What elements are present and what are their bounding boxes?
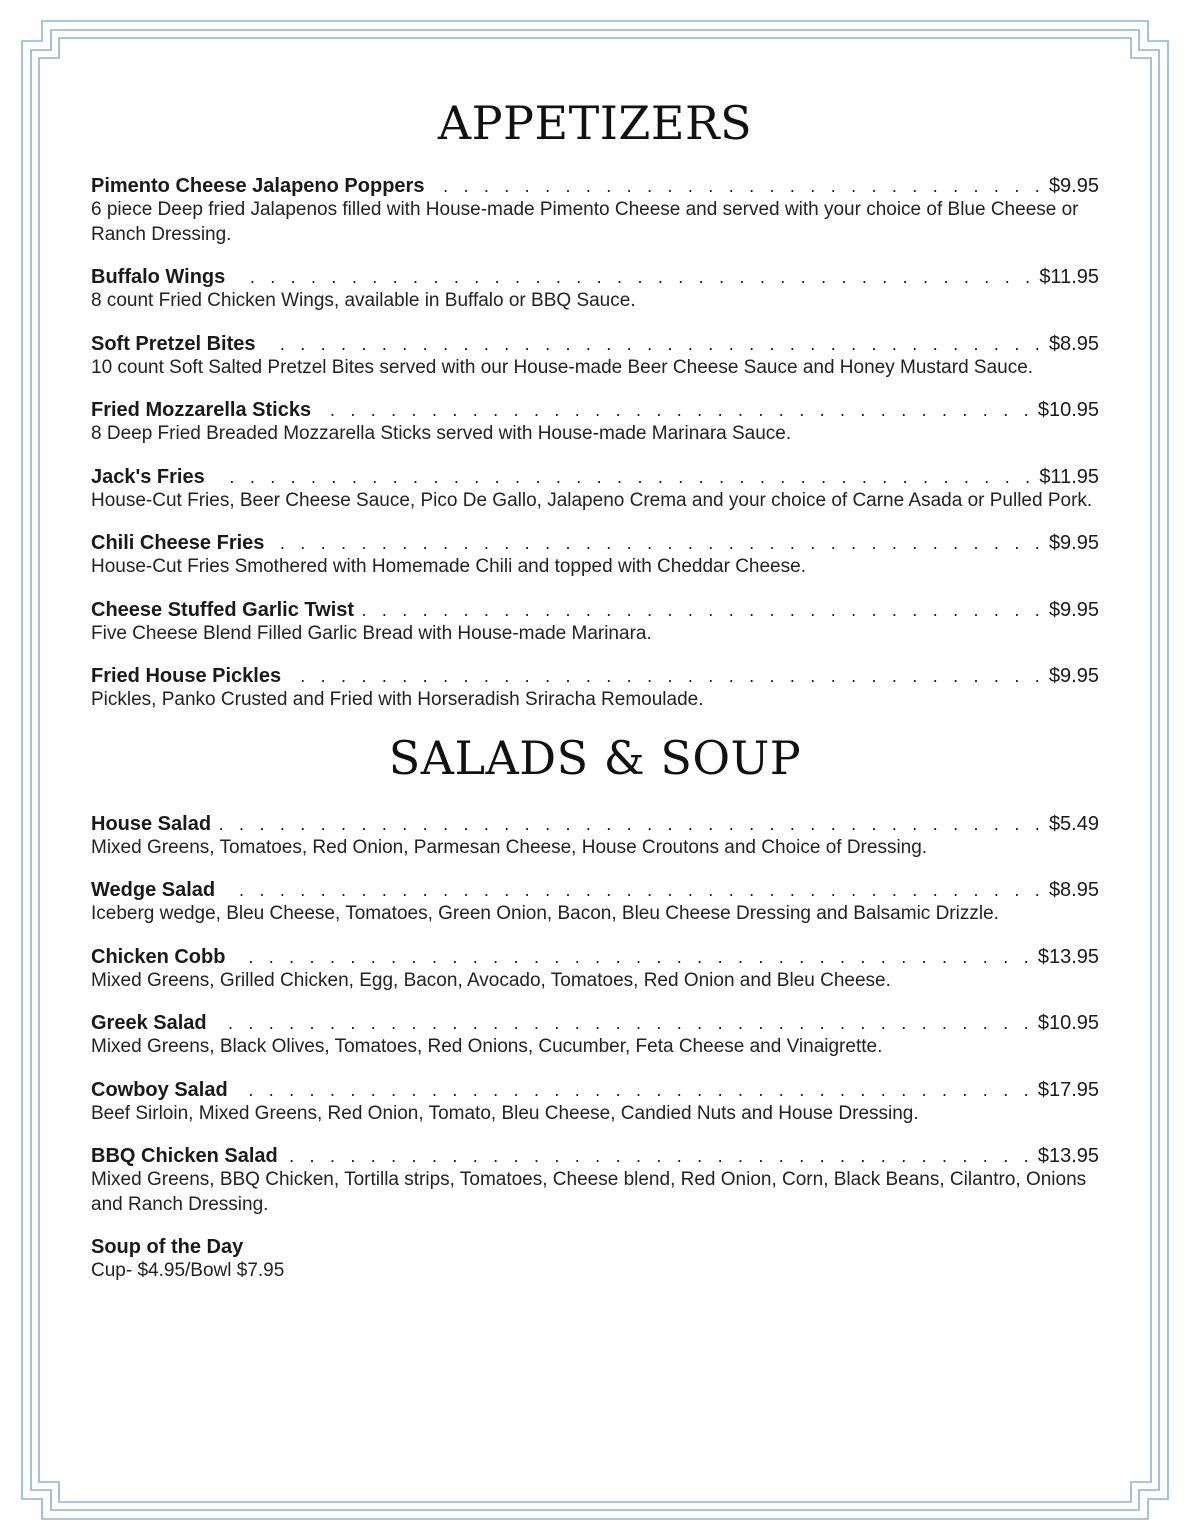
item-description: Iceberg wedge, Bleu Cheese, Tomatoes, Green Onion, Bacon, Bleu Cheese Dressing and Balsamic Drizzle. [91, 903, 999, 924]
item-price: $11.95 [1039, 465, 1099, 488]
dot-leader [362, 598, 1045, 622]
dot-leader [272, 531, 1045, 555]
item-description: Mixed Greens, Tomatoes, Red Onion, Parmesan Cheese, House Croutons and Choice of Dressing. [91, 836, 928, 858]
item-price: $17.95 [1037, 1078, 1099, 1101]
dot-leader [219, 812, 1045, 836]
item-description: Mixed Greens, BBQ Chicken, Tortilla strips, Tomatoes, Cheese blend, Red Onion, Corn, Black Beans, Cilantro, Onions and Ranch Dressing. [91, 1169, 1087, 1215]
item-name: Wedge Salad [91, 879, 216, 901]
menu-item [91, 1078, 1099, 1127]
item-price: $8.95 [1048, 332, 1099, 355]
item-price: $10.95 [1037, 1012, 1099, 1034]
dot-leader [233, 265, 1035, 289]
section-title-salads-soup: SALADS & SOUP [388, 730, 802, 785]
item-name: Chili Cheese Fries [91, 532, 265, 554]
menu-item [91, 945, 1099, 994]
item-price: $13.95 [1037, 1145, 1099, 1167]
menu-item [91, 398, 1099, 447]
item-name: Soft Pretzel Bites [91, 332, 256, 355]
soup-name: Soup of the Day [91, 1236, 244, 1258]
dot-leader [286, 1144, 1034, 1168]
menu-item [91, 265, 1099, 314]
dot-leader [213, 465, 1036, 489]
item-name: Buffalo Wings [91, 266, 226, 288]
item-description: Mixed Greens, Grilled Chicken, Egg, Bacon, Avocado, Tomatoes, Red Onion and Bleu Cheese. [91, 969, 891, 991]
menu-item [91, 878, 1099, 927]
dot-leader [263, 332, 1044, 356]
item-price: $5.49 [1048, 812, 1099, 835]
item-name: Fried Mozzarella Sticks [91, 399, 312, 421]
item-price: $9.95 [1048, 175, 1099, 197]
soup-description: Cup- $4.95/Bowl $7.95 [91, 1260, 285, 1281]
item-price: $9.95 [1048, 598, 1099, 621]
item-name: House Salad [91, 812, 212, 835]
menu-item [91, 598, 1099, 647]
menu-item [91, 1011, 1099, 1060]
item-price: $9.95 [1048, 532, 1099, 554]
item-name: Cowboy Salad [91, 1078, 228, 1101]
dot-leader [233, 945, 1033, 969]
dot-leader [223, 878, 1045, 902]
dot-leader [236, 1078, 1034, 1102]
item-name: Jack's Fries [91, 465, 205, 488]
menu-item [91, 174, 1099, 247]
menu-item [91, 1144, 1099, 1217]
item-name: BBQ Chicken Salad [91, 1145, 278, 1167]
item-description: Pickles, Panko Crusted and Fried with Horseradish Sriracha Remoulade. [91, 689, 704, 710]
dot-leader [289, 664, 1045, 688]
dot-leader [215, 1011, 1034, 1035]
item-price: $8.95 [1048, 879, 1099, 901]
item-description: Five Cheese Blend Filled Garlic Bread with House-made Marinara. [91, 622, 652, 644]
item-name: Pimento Cheese Jalapeno Poppers [91, 175, 425, 197]
dot-leader [319, 398, 1034, 422]
dot-leader [432, 174, 1045, 198]
item-description: 10 count Soft Salted Pretzel Bites served with our House-made Beer Cheese Sauce and Honey Mustard Sauce. [91, 356, 1034, 378]
menu-item [91, 531, 1099, 580]
item-description: Beef Sirloin, Mixed Greens, Red Onion, Tomato, Bleu Cheese, Candied Nuts and House Dressing. [91, 1102, 919, 1124]
item-description: 6 piece Deep fried Jalapenos filled with House-made Pimento Cheese and served with your choice of Blue Cheese or Ranch Dressing. [91, 199, 1079, 245]
menu-item [91, 812, 1099, 861]
item-name: Greek Salad [91, 1012, 207, 1034]
item-name: Cheese Stuffed Garlic Twist [91, 598, 355, 621]
item-name: Fried House Pickles [91, 665, 282, 687]
item-description: 8 count Fried Chicken Wings, available in Buffalo or BBQ Sauce. [91, 290, 636, 311]
menu-item [91, 465, 1099, 514]
item-description: 8 Deep Fried Breaded Mozzarella Sticks served with House-made Marinara Sauce. [91, 423, 792, 444]
item-price: $13.95 [1037, 945, 1099, 968]
soup-item [91, 1235, 1099, 1284]
salads-list [91, 812, 1099, 1284]
item-description: House-Cut Fries, Beer Cheese Sauce, Pico De Gallo, Jalapeno Crema and your choice of Carne Asada or Pulled Pork. [91, 489, 1093, 511]
item-price: $10.95 [1037, 399, 1099, 421]
menu-content [91, 96, 1099, 1302]
item-description: Mixed Greens, Black Olives, Tomatoes, Red Onions, Cucumber, Feta Cheese and Vinaigrette. [91, 1036, 883, 1057]
appetizers-list [91, 174, 1099, 713]
item-price: $9.95 [1048, 665, 1099, 687]
menu-item [91, 664, 1099, 713]
item-price: $11.95 [1039, 266, 1099, 288]
section-title-appetizers: APPETIZERS [437, 96, 753, 150]
menu-item [91, 332, 1099, 381]
item-name: Chicken Cobb [91, 945, 226, 968]
item-description: House-Cut Fries Smothered with Homemade Chili and topped with Cheddar Cheese. [91, 556, 806, 577]
